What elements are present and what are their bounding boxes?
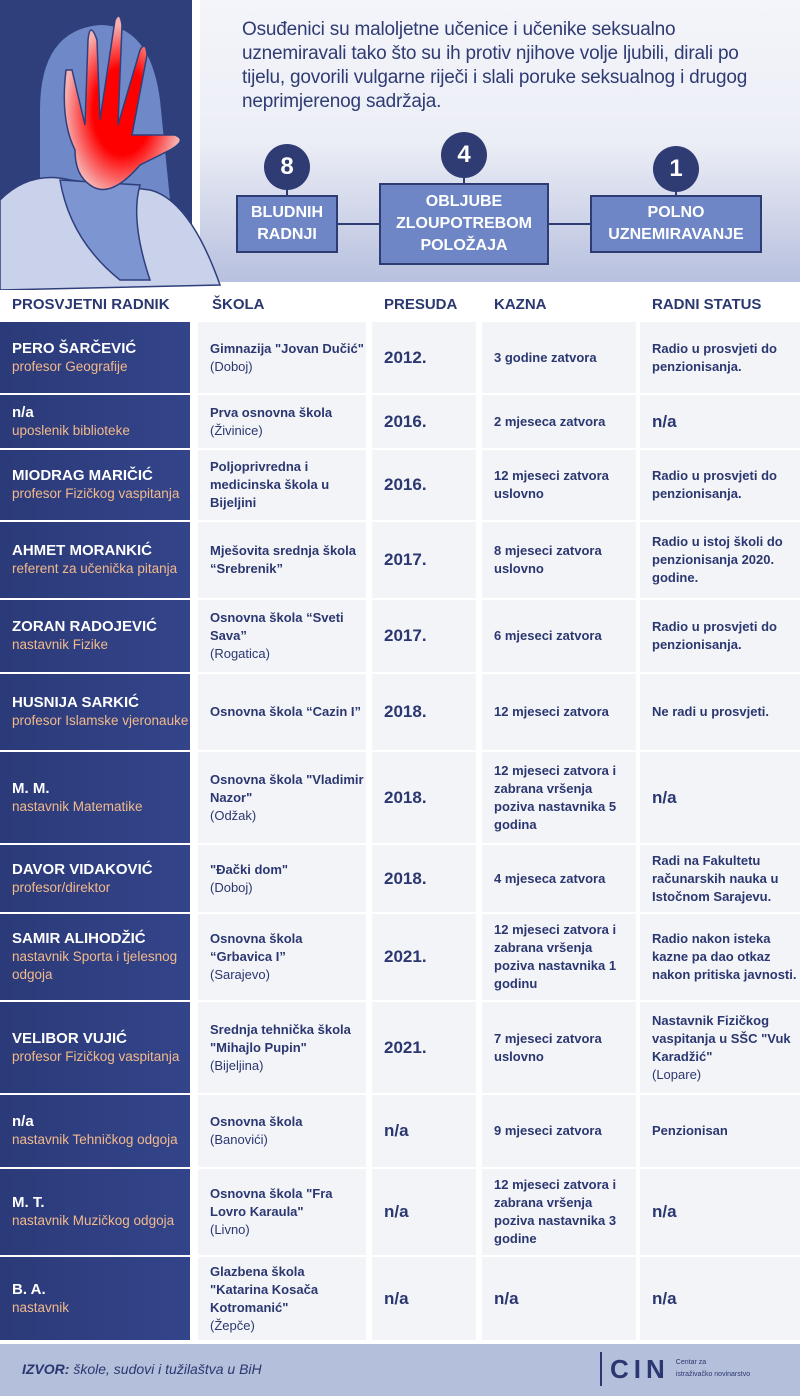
status-text: n/a — [652, 787, 677, 807]
status-cell — [640, 450, 800, 520]
verdict-year — [372, 914, 476, 1000]
intro-text: Osuđenici su maloljetne učenice i učenike seksualno uznemiravali tako što su ih protiv njihove volje ljubili, dirali po tijelu, govorili vulgarne riječi i slali poruke seksualnog i drugog neprimjerenog sadržaja. — [242, 19, 748, 112]
school-name: Poljoprivredna i medicinska škola u Bijeljini — [210, 459, 330, 510]
status-text: Ne radi u prosvjeti. — [652, 704, 770, 719]
category-box-bludnih: BLUDNIH RADNJI — [236, 195, 338, 253]
status-cell — [640, 752, 800, 843]
school-name: Osnovna škola "Vladimir Nazor" — [210, 771, 364, 805]
penalty-cell — [482, 845, 636, 912]
verdict-year-text: 2016. — [384, 475, 427, 494]
status-cell — [640, 1257, 800, 1340]
count-badge-polno: 1 — [653, 146, 699, 192]
worker-name: SAMIR ALIHODŽIĆ — [12, 930, 146, 947]
school-name: Prva osnovna škola — [210, 404, 333, 420]
penalty-text: 8 mjeseci zatvora uslovno — [494, 543, 602, 576]
verdict-year — [372, 845, 476, 912]
worker-cell — [0, 522, 190, 598]
school-place: (Doboj) — [210, 879, 253, 895]
verdict-year-text: n/a — [384, 1202, 409, 1221]
status-text: Radio u istoj školi do penzionisanja 2020. godine. — [652, 534, 783, 585]
table-row — [0, 522, 800, 598]
status-cell — [640, 914, 800, 1000]
worker-name: ZORAN RADOJEVIĆ — [12, 618, 158, 635]
school-place: (Bijeljina) — [210, 1057, 264, 1073]
penalty-cell — [482, 322, 636, 393]
category-box-obljube: OBLJUBE ZLOUPOTREBOM POLOŽAJA — [379, 183, 549, 265]
verdict-year-text: n/a — [384, 1121, 409, 1140]
worker-role: nastavnik Fizike — [12, 637, 109, 652]
worker-role: profesor Geografije — [12, 358, 128, 374]
column-header-status: RADNI STATUS — [652, 296, 762, 313]
worker-name: HUSNIJA SARKIĆ — [12, 694, 139, 711]
column-header-kazna: KAZNA — [494, 296, 547, 313]
status-text: Radi na Fakultetu računarskih nauka u Istočnom Sarajevu. — [652, 852, 779, 904]
logo-text: CIN — [610, 1353, 670, 1384]
verdict-year — [372, 1095, 476, 1167]
status-text: n/a — [652, 1288, 677, 1308]
school-name: Osnovna škola “Sveti Sava” — [210, 610, 344, 643]
verdict-year — [372, 322, 476, 393]
column-header-radnik: PROSVJETNI RADNIK — [12, 296, 170, 313]
verdict-year-text: 2018. — [384, 702, 427, 721]
penalty-cell — [482, 674, 636, 750]
worker-name: PERO ŠARČEVIĆ — [12, 339, 137, 357]
worker-role: uposlenik biblioteke — [12, 422, 130, 438]
worker-cell — [0, 600, 190, 672]
school-cell — [198, 914, 366, 1000]
verdict-year — [372, 450, 476, 520]
verdict-year — [372, 600, 476, 672]
status-cell — [640, 322, 800, 393]
penalty-cell — [482, 600, 636, 672]
penalty-cell — [482, 1095, 636, 1167]
penalty-text: 9 mjeseci zatvora — [494, 1123, 602, 1138]
worker-role: nastavnik Tehničkog odgoja — [12, 1132, 178, 1147]
worker-role: profesor Fizičkog vaspitanja — [12, 486, 180, 501]
count-badge-obljube: 4 — [441, 132, 487, 178]
school-cell — [198, 845, 366, 912]
table-row — [0, 450, 800, 520]
source-label: IZVOR: — [22, 1361, 70, 1377]
verdict-year — [372, 674, 476, 750]
table-row — [0, 1257, 800, 1340]
worker-cell — [0, 1095, 190, 1167]
source-note — [22, 1361, 262, 1377]
school-cell — [198, 1169, 366, 1255]
status-cell — [640, 522, 800, 598]
status-text: Radio nakon isteka kazne pa dao otkaz nakon pritiska javnosti. — [652, 931, 797, 982]
status-cell — [640, 1169, 800, 1255]
penalty-text: 4 mjeseca zatvora — [494, 870, 606, 886]
status-cell — [640, 1002, 800, 1093]
school-name: Glazbena škola "Katarina Kosača Kotromanić" — [210, 1263, 319, 1315]
status-text: n/a — [652, 411, 677, 431]
school-place: (Rogatica) — [210, 646, 270, 661]
status-text: Radio u prosvjeti do penzionisanja. — [652, 340, 777, 374]
verdict-year-text: 2021. — [384, 947, 427, 966]
table-row — [0, 914, 800, 1000]
verdict-year-text: 2012. — [384, 347, 427, 367]
school-cell — [198, 674, 366, 750]
verdict-year-text: 2017. — [384, 626, 427, 645]
worker-cell — [0, 674, 190, 750]
penalty-text: 12 mjeseci zatvora uslovno — [494, 468, 609, 501]
verdict-year-text: 2017. — [384, 550, 427, 569]
verdict-year — [372, 752, 476, 843]
status-text: n/a — [652, 1202, 677, 1221]
penalty-cell — [482, 1257, 636, 1340]
stop-hand-illustration — [0, 0, 230, 290]
status-cell — [640, 845, 800, 912]
school-cell — [198, 395, 366, 448]
logo-subtitle — [676, 1357, 750, 1381]
logo-sub1: Centar za — [675, 1359, 707, 1366]
penalty-cell — [482, 1002, 636, 1093]
table-row — [0, 1169, 800, 1255]
status-text: Nastavnik Fizičkog vaspitanja u SŠC "Vuk Karadžić" — [652, 1012, 791, 1064]
worker-role: nastavnik Muzičkog odgoja — [12, 1213, 175, 1228]
count-badge-bludnih: 8 — [264, 144, 310, 190]
penalty-text: 6 mjeseci zatvora — [494, 628, 602, 643]
verdict-year — [372, 1002, 476, 1093]
worker-role: profesor/direktor — [12, 879, 111, 895]
table-row — [0, 752, 800, 843]
verdict-year — [372, 395, 476, 448]
worker-name: MIODRAG MARIČIĆ — [12, 467, 153, 484]
worker-cell — [0, 752, 190, 843]
penalty-text: 3 godine zatvora — [494, 349, 597, 365]
school-name: Mješovita srednja škola “Srebrenik” — [210, 543, 356, 576]
verdict-year-text: 2018. — [384, 868, 427, 888]
connector-line — [546, 223, 592, 225]
school-cell — [198, 450, 366, 520]
worker-name: n/a — [12, 403, 34, 421]
worker-cell — [0, 845, 190, 912]
worker-cell — [0, 1169, 190, 1255]
worker-name: VELIBOR VUJIĆ — [12, 1029, 128, 1047]
school-place: (Doboj) — [210, 358, 253, 374]
status-cell — [640, 1095, 800, 1167]
verdict-year-text: 2018. — [384, 787, 427, 807]
school-place: (Banovići) — [210, 1132, 268, 1147]
worker-role: nastavnik — [12, 1299, 70, 1315]
table-row — [0, 845, 800, 912]
worker-role: profesor Fizičkog vaspitanja — [12, 1048, 180, 1064]
source-text: škole, sudovi i tužilaštva u BiH — [69, 1361, 262, 1377]
school-cell — [198, 1095, 366, 1167]
school-cell — [198, 322, 366, 393]
school-cell — [198, 1257, 366, 1340]
cin-logo — [600, 1352, 750, 1386]
school-place: (Živinice) — [210, 422, 263, 438]
verdict-year — [372, 1257, 476, 1340]
school-cell — [198, 1002, 366, 1093]
penalty-text: 7 mjeseci zatvora uslovno — [494, 1030, 602, 1064]
worker-name: DAVOR VIDAKOVIĆ — [12, 860, 153, 878]
verdict-year-text: 2021. — [384, 1037, 427, 1057]
worker-name: M. M. — [12, 779, 50, 797]
penalty-text: n/a — [494, 1288, 519, 1308]
school-cell — [198, 752, 366, 843]
penalty-text: 12 mjeseci zatvora i zabrana vršenja poziva nastavnika 3 godine — [494, 1177, 617, 1246]
status-text: Radio u prosvjeti do penzionisanja. — [652, 468, 777, 501]
school-name: Osnovna škola — [210, 1114, 303, 1129]
status-cell — [640, 600, 800, 672]
school-name: Osnovna škola “Grbavica I” — [210, 931, 303, 964]
penalty-cell — [482, 1169, 636, 1255]
school-place: (Odžak) — [210, 807, 257, 823]
status-text: Radio u prosvjeti do penzionisanja. — [652, 619, 777, 652]
status-cell — [640, 395, 800, 448]
penalty-text: 12 mjeseci zatvora i zabrana vršenja poziva nastavnika 5 godina — [494, 762, 617, 832]
verdict-year-text: n/a — [384, 1288, 409, 1308]
worker-cell — [0, 914, 190, 1000]
penalty-cell — [482, 522, 636, 598]
connector-line — [336, 223, 382, 225]
school-name: Srednja tehnička škola "Mihajlo Pupin" — [210, 1021, 351, 1055]
verdict-year-text: 2016. — [384, 411, 427, 431]
worker-cell — [0, 1257, 190, 1340]
school-place: (Sarajevo) — [210, 967, 270, 982]
school-name: Osnovna škola "Fra Lovro Karaula" — [210, 1186, 333, 1219]
worker-name: M. T. — [12, 1194, 45, 1211]
worker-role: profesor Islamske vjeronauke — [12, 713, 189, 728]
table-row — [0, 322, 800, 393]
school-cell — [198, 522, 366, 598]
school-place: (Livno) — [210, 1222, 250, 1237]
penalty-text: 12 mjeseci zatvora — [494, 704, 609, 719]
penalty-text: 12 mjeseci zatvora i zabrana vršenja poziva nastavnika 1 godinu — [494, 922, 617, 991]
penalty-cell — [482, 914, 636, 1000]
school-name: Osnovna škola “Cazin I” — [210, 704, 361, 719]
worker-cell — [0, 450, 190, 520]
table-row — [0, 600, 800, 672]
footer — [0, 1344, 800, 1396]
worker-cell — [0, 322, 190, 393]
table-row — [0, 1002, 800, 1093]
penalty-cell — [482, 395, 636, 448]
worker-role: nastavnik Sporta i tjelesnog odgoja — [12, 949, 178, 982]
status-cell — [640, 674, 800, 750]
column-header-skola: ŠKOLA — [212, 296, 265, 313]
penalty-cell — [482, 752, 636, 843]
status-text: Penzionisan — [652, 1123, 728, 1138]
category-box-polno: POLNO UZNEMIRAVANJE — [590, 195, 762, 253]
worker-cell — [0, 1002, 190, 1093]
worker-role: nastavnik Matematike — [12, 798, 143, 814]
verdict-year — [372, 522, 476, 598]
school-place: (Žepče) — [210, 1317, 255, 1333]
status-place: (Lopare) — [652, 1066, 702, 1082]
worker-role: referent za učenička pitanja — [12, 561, 178, 576]
table-row — [0, 674, 800, 750]
table-row — [0, 1095, 800, 1167]
penalty-text: 2 mjeseca zatvora — [494, 413, 606, 429]
worker-name: n/a — [12, 1113, 34, 1130]
column-header-presuda: PRESUDA — [384, 296, 458, 313]
verdict-year — [372, 1169, 476, 1255]
worker-name: AHMET MORANKIĆ — [12, 542, 152, 559]
school-name: "Đački dom" — [210, 861, 289, 877]
school-name: Gimnazija "Jovan Dučić" — [210, 340, 364, 356]
worker-name: B. A. — [12, 1280, 46, 1298]
worker-cell — [0, 395, 190, 448]
school-cell — [198, 600, 366, 672]
logo-sub2: istraživačko novinarstvo — [675, 1371, 751, 1378]
penalty-cell — [482, 450, 636, 520]
table-row — [0, 395, 800, 448]
